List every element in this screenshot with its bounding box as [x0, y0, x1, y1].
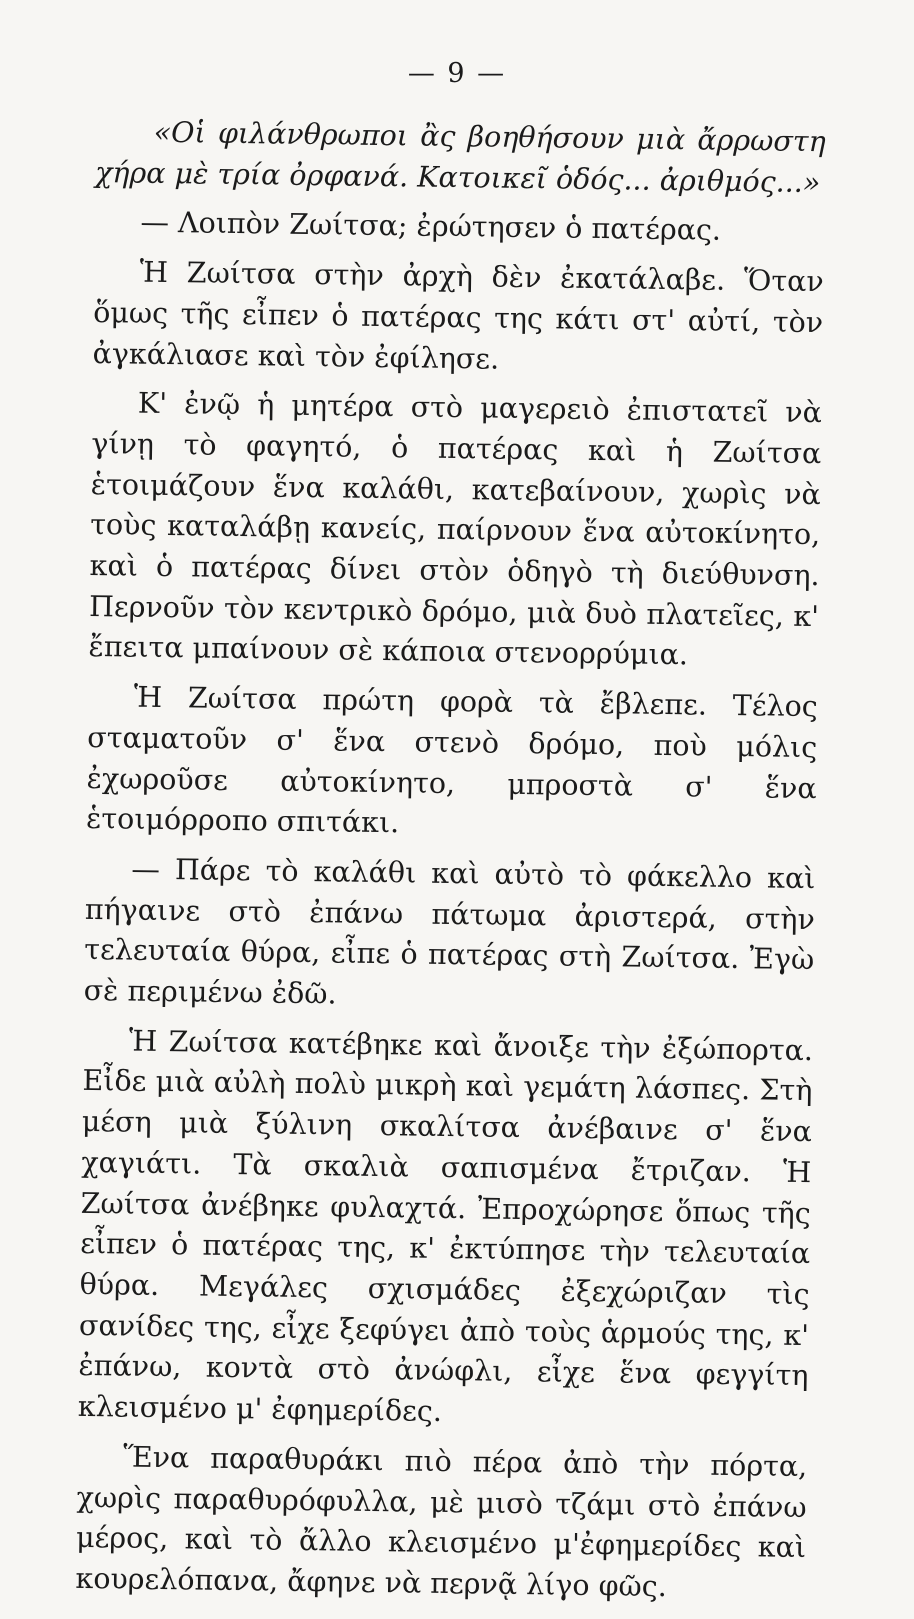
paragraph-1: «Οἱ φιλάνθρωποι ἂς βοηθήσουν μιὰ ἄρρωστη χήρα μὲ τρία ὀρφανά. Κατοικεῖ ὁδός... ἀριθμός...» [94, 115, 826, 199]
paragraph-4: Κ' ἐνῷ ἡ μητέρα στὸ μαγερειὸ ἐπιστατεῖ νὰ γίνῃ τὸ φαγητό, ὁ πατέρας καὶ ἡ Ζωίτσα ἑτοιμάζουν ἕνα καλάθι, κατεβαίνουν, χωρὶς νὰ τοὺς καταλάβῃ κανείς, παίρνουν ἕνα αὐτοκίνητο, καὶ ὁ πατέρας δίνει στὸν ὁδηγὸ τὴ διεύθυνση. Περνοῦν τὸν κεντρικὸ δρόμο, μιὰ δυὸ πλατεῖες, κ' ἔπειτα μπαίνουν σὲ κάποια στενορρύμια. [88, 386, 823, 672]
paragraph-3: Ἡ Ζωίτσα στὴν ἀρχὴ δὲν ἐκατάλαβε. Ὅταν ὅμως τῆς εἶπεν ὁ πατέρας της κάτι στ' αὐτί, τὸν ἀγκάλιασε καὶ τὸν ἐφίλησε. [92, 255, 824, 376]
paragraph-6: — Πάρε τὸ καλάθι καὶ αὐτὸ τὸ φάκελλο καὶ πήγαινε στὸ ἐπάνω πάτωμα ἀριστερά, στὴν τελευταία θύρα, εἶπε ὁ πατέρας στὴ Ζωίτσα. Ἐγὼ σὲ περιμένω ἐδῶ. [83, 852, 816, 1011]
paragraph-2: — Λοιπὸν Ζωίτσα; ἐρώτησεν ὁ πατέρας. [140, 206, 722, 248]
page-text [75, 112, 826, 1619]
paragraph-8: Ἕνα παραθυράκι πιὸ πέρα ἀπὸ τὴν πόρτα, χωρὶς παραθυρόφυλλα, μὲ μισὸ τζάμι στὸ ἐπάνω μέρος, καὶ τὸ ἄλλο κλεισμένο μ'ἐφημερίδες καὶ κουρελόπανα, ἄφηνε νὰ περνᾷ λίγο φῶς. [75, 1440, 808, 1604]
paragraph-5: Ἡ Ζωίτσα πρώτη φορὰ τὰ ἔβλεπε. Τέλος σταματοῦν σ' ἕνα στενὸ δρόμο, ποὺ μόλις ἐχωροῦσε αὐτοκίνητο, μπροστὰ σ' ἕνα ἑτοιμόρροπο σπιτάκι. [85, 680, 818, 840]
page-number: — 9 — [407, 58, 507, 89]
paragraph-7: Ἡ Ζωίτσα κατέβηκε καὶ ἄνοιξε τὴν ἐξώπορτα. Εἶδε μιὰ αὐλὴ πολὺ μικρὴ καὶ γεμάτη λάσπες. Στὴ μέση μιὰ ξύλινη σκαλίτσα ἀνέβαινε σ' ἕνα χαγιάτι. Τὰ σκαλιὰ σαπισμένα ἔτριζαν. Ἡ Ζωίτσα ἀνέβηκε φυλαχτά. Ἐπροχώρησε ὅπως τῆς εἶπεν ὁ πατέρας της, κ' ἐκτύπησε τὴν τελευταία θύρα. Μεγάλες σχισμάδες ἐξεχώριζαν τὶς σανίδες της, εἶχε ξεφύγει ἀπὸ τοὺς ἁρμούς της, κ' ἐπάνω, κοντὰ στὸ ἀνώφλι, εἶχε ἕνα φεγγίτη κλεισμένο μ' ἐφημερίδες. [77, 1024, 814, 1429]
